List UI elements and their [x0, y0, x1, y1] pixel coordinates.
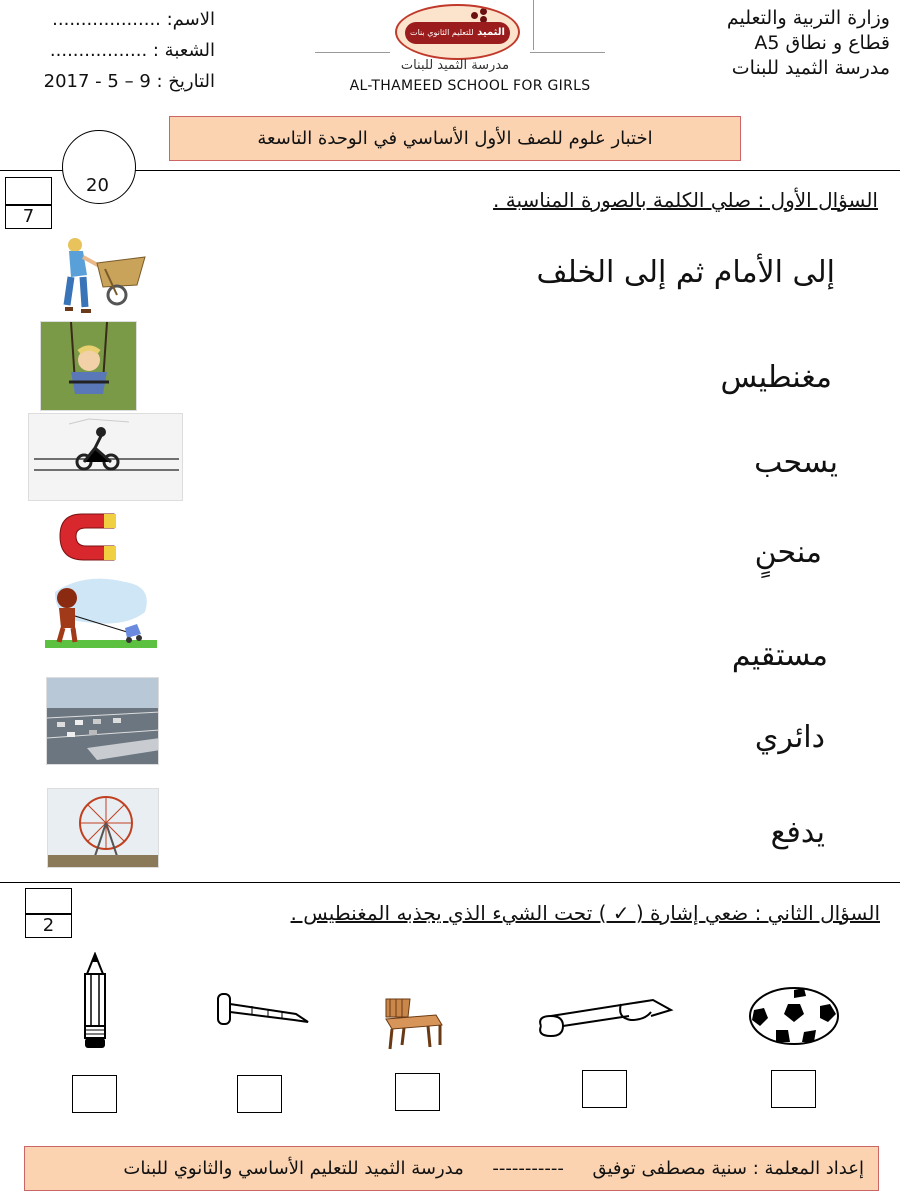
logo-brand: الثميد	[477, 27, 505, 38]
footer-separator: -----------	[492, 1158, 564, 1179]
q1-earned-box[interactable]	[5, 177, 52, 205]
logo-rule-left	[315, 52, 390, 53]
sector-name: قطاع و نطاق A5	[754, 32, 890, 54]
child-on-swing-picture[interactable]	[40, 321, 137, 411]
highway-traffic-picture[interactable]	[46, 677, 159, 765]
logo-tagline: للتعليم الثانوي بنات	[410, 28, 474, 37]
logo-school-arabic: مدرسة الثميد للبنات	[400, 58, 510, 73]
name-line: الاسم: ...................	[52, 9, 215, 30]
logo-band	[405, 22, 510, 44]
q1-word-2[interactable]: مغنطيس	[720, 360, 832, 395]
child-pulling-toy-picture[interactable]	[45, 572, 157, 650]
q1-max-score: 7	[5, 205, 52, 229]
q1-word-4[interactable]: منحنٍ	[754, 535, 822, 570]
horseshoe-magnet-picture[interactable]	[52, 500, 127, 572]
answer-box-safety-pin[interactable]	[582, 1070, 627, 1108]
q1-word-6[interactable]: دائري	[754, 720, 825, 755]
exam-title: اختبار علوم للصف الأول الأساسي في الوحدة التاسعة	[169, 116, 741, 161]
nail-picture	[212, 990, 312, 1032]
logo-rule-right	[530, 52, 605, 53]
ferris-wheel-picture[interactable]	[47, 788, 159, 868]
q2-earned-box[interactable]	[25, 888, 72, 914]
logo-rule-vertical	[533, 0, 534, 50]
q1-word-7[interactable]: يدفع	[770, 815, 825, 850]
q2-max-score: 2	[25, 914, 72, 938]
wooden-chair-picture	[380, 995, 445, 1050]
answer-box-ball[interactable]	[771, 1070, 816, 1108]
answer-box-pencil[interactable]	[72, 1075, 117, 1113]
q1-word-5[interactable]: مستقيم	[731, 638, 828, 673]
total-score: 20	[86, 175, 109, 196]
bicycle-line-picture[interactable]	[28, 413, 183, 501]
school-logo	[395, 4, 520, 60]
logo-school-english: AL-THAMEED SCHOOL FOR GIRLS	[349, 78, 591, 94]
header-ministry-block	[727, 6, 890, 81]
date-line: التاريخ : 9 – 5 - 2017	[43, 71, 215, 92]
answer-box-chair[interactable]	[395, 1073, 440, 1111]
school-name: مدرسة الثميد للبنات	[731, 57, 890, 79]
safety-pin-picture	[533, 990, 676, 1040]
q2-title: السؤال الثاني : ضعي إشارة ( ✓ ) تحت الشيء الذي يجذبه المغنطيس .	[290, 901, 880, 925]
footer-prepared-by: إعداد المعلمة : سنية مصطفى توفيق	[592, 1158, 864, 1179]
q1-title: السؤال الأول : صلي الكلمة بالصورة المناسبة .	[493, 188, 878, 212]
wheelbarrow-push-picture[interactable]	[25, 235, 153, 313]
q1-word-3[interactable]: يسحب	[754, 445, 838, 480]
answer-box-nail[interactable]	[237, 1075, 282, 1113]
logo-dots-icon	[471, 8, 497, 22]
footer-school: مدرسة الثميد للتعليم الأساسي والثانوي للبنات	[123, 1158, 464, 1179]
soccer-ball-picture	[748, 986, 840, 1046]
section-divider-2	[0, 882, 900, 883]
footer-banner	[24, 1146, 879, 1191]
ministry-name: وزارة التربية والتعليم	[726, 7, 890, 29]
student-info-block	[10, 4, 215, 97]
pencil-picture	[75, 952, 115, 1050]
section-line: الشعبة : .................	[49, 40, 215, 61]
q1-word-1[interactable]: إلى الأمام ثم إلى الخلف	[536, 255, 835, 290]
